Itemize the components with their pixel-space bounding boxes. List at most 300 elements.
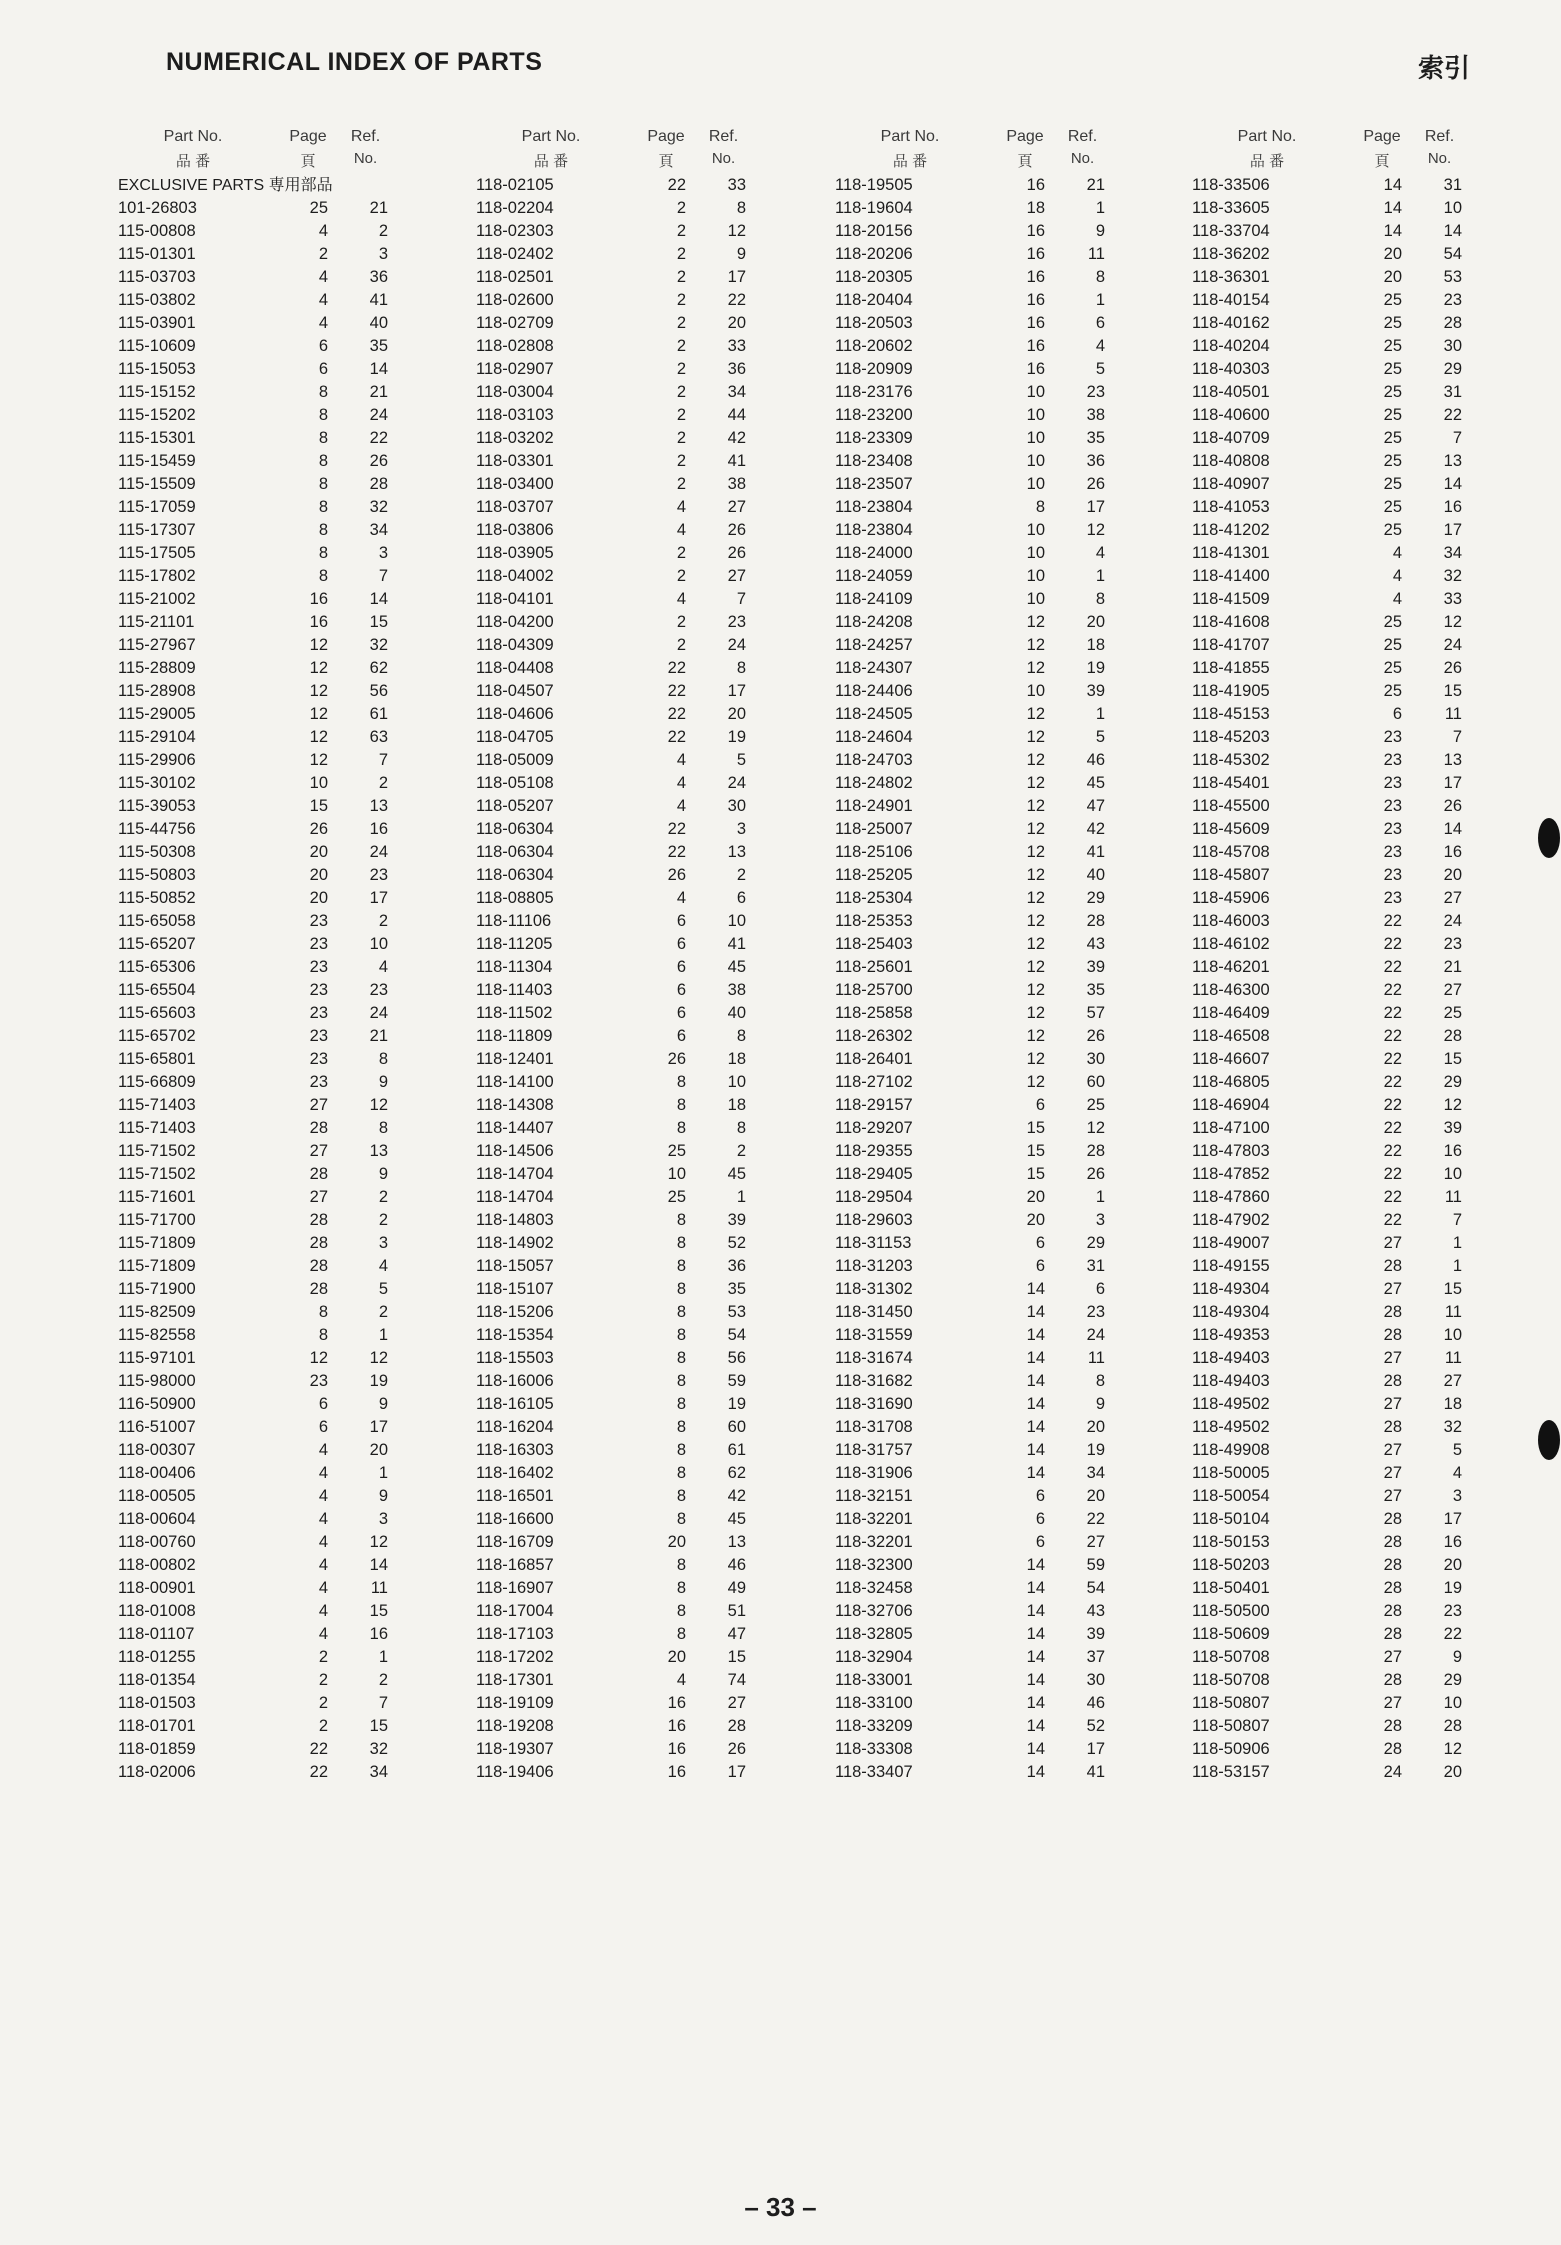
table-row <box>835 1163 1185 1186</box>
table-row <box>118 703 468 726</box>
page-ref: 8 <box>318 452 328 470</box>
page-ref: 6 <box>1035 1510 1045 1528</box>
part-number: 118-04705 <box>476 728 554 746</box>
table-row <box>118 680 468 703</box>
table-row <box>835 1255 1185 1278</box>
table-row <box>476 910 826 933</box>
ref-number: 12 <box>369 1533 388 1551</box>
ref-number: 52 <box>1086 1717 1105 1735</box>
table-row <box>1192 404 1542 427</box>
ref-number: 1 <box>1452 1257 1462 1275</box>
table-row <box>835 1439 1185 1462</box>
ref-number: 31 <box>1443 176 1462 194</box>
table-row <box>118 266 468 289</box>
table-row <box>835 335 1185 358</box>
ref-number: 38 <box>727 981 746 999</box>
table-row <box>118 1577 468 1600</box>
table-row <box>476 473 826 496</box>
part-number: 118-03301 <box>476 452 554 470</box>
table-row <box>835 1048 1185 1071</box>
ref-number: 60 <box>727 1418 746 1436</box>
table-row <box>835 427 1185 450</box>
part-number: 118-46904 <box>1192 1096 1270 1114</box>
table-row <box>835 496 1185 519</box>
table-row <box>1192 933 1542 956</box>
part-number: 115-71502 <box>118 1142 196 1160</box>
page-number: – 33 – <box>744 2192 817 2222</box>
table-row <box>118 772 468 795</box>
page-ref: 4 <box>318 314 328 332</box>
page-ref: 6 <box>676 1027 686 1045</box>
ref-number: 7 <box>378 567 388 585</box>
table-row <box>476 979 826 1002</box>
ref-number: 34 <box>369 521 388 539</box>
ref-number: 5 <box>1095 360 1105 378</box>
table-row <box>476 450 826 473</box>
page-ref: 28 <box>1383 1556 1402 1574</box>
table-row <box>476 1209 826 1232</box>
ref-number: 20 <box>727 705 746 723</box>
table-row <box>1192 634 1542 657</box>
page-ref: 12 <box>309 728 328 746</box>
table-row <box>1192 657 1542 680</box>
table-row <box>1192 1186 1542 1209</box>
part-number: 115-44756 <box>118 820 196 838</box>
page-ref: 8 <box>318 429 328 447</box>
page-ref: 22 <box>1383 1073 1402 1091</box>
table-row <box>118 1347 468 1370</box>
column-header <box>835 128 1185 174</box>
page-ref: 6 <box>1035 1257 1045 1275</box>
table-row <box>118 749 468 772</box>
part-number: 118-03806 <box>476 521 554 539</box>
page-ref: 12 <box>1026 1050 1045 1068</box>
index-column-4 <box>1192 128 1542 1784</box>
ref-number: 24 <box>1443 636 1462 654</box>
table-row <box>118 358 468 381</box>
ref-number: 20 <box>1086 613 1105 631</box>
page-ref: 8 <box>318 567 328 585</box>
page-ref: 6 <box>318 1395 328 1413</box>
ref-number: 8 <box>1095 590 1105 608</box>
part-number: 118-24109 <box>835 590 913 608</box>
page-ref: 12 <box>1026 705 1045 723</box>
page-ref: 8 <box>676 1510 686 1528</box>
page-ref: 16 <box>1026 291 1045 309</box>
page-ref: 25 <box>1383 659 1402 677</box>
table-row <box>1192 473 1542 496</box>
table-row <box>835 1715 1185 1738</box>
table-row <box>476 243 826 266</box>
ref-number: 22 <box>727 291 746 309</box>
table-row <box>1192 1278 1542 1301</box>
page-ref: 8 <box>676 1234 686 1252</box>
part-number: 115-65504 <box>118 981 196 999</box>
part-number: 118-50807 <box>1192 1717 1270 1735</box>
part-number: 118-24000 <box>835 544 913 562</box>
ref-number: 19 <box>1086 659 1105 677</box>
ref-number: 2 <box>736 866 746 884</box>
ref-number: 10 <box>1443 199 1462 217</box>
part-number: 118-16006 <box>476 1372 554 1390</box>
ref-number: 12 <box>1443 1096 1462 1114</box>
ref-number: 29 <box>1086 1234 1105 1252</box>
ref-number: 10 <box>369 935 388 953</box>
page-ref: 25 <box>1383 452 1402 470</box>
ref-number: 27 <box>727 567 746 585</box>
ref-number: 54 <box>1443 245 1462 263</box>
page-ref: 16 <box>1026 222 1045 240</box>
page-ref: 4 <box>318 1625 328 1643</box>
part-number: 118-31450 <box>835 1303 913 1321</box>
part-number: 118-29405 <box>835 1165 913 1183</box>
ref-number: 2 <box>378 1211 388 1229</box>
part-number: 118-04606 <box>476 705 554 723</box>
page-ref: 27 <box>309 1188 328 1206</box>
ref-number: 32 <box>369 636 388 654</box>
page-ref: 2 <box>676 360 686 378</box>
part-number: 118-04408 <box>476 659 554 677</box>
ref-number: 14 <box>1443 222 1462 240</box>
part-number: 118-26401 <box>835 1050 913 1068</box>
ref-number: 3 <box>1452 1487 1462 1505</box>
page-ref: 2 <box>676 291 686 309</box>
part-number: 118-11304 <box>476 958 553 976</box>
part-number: 118-11809 <box>476 1027 553 1045</box>
table-row <box>476 312 826 335</box>
table-row <box>835 266 1185 289</box>
table-row <box>476 1117 826 1140</box>
part-number: 118-23408 <box>835 452 913 470</box>
page-ref: 4 <box>318 1533 328 1551</box>
page-ref: 4 <box>676 797 686 815</box>
table-row <box>118 1209 468 1232</box>
part-number: 118-40907 <box>1192 475 1270 493</box>
table-row <box>1192 1048 1542 1071</box>
header-part-no: Part No. <box>880 128 940 145</box>
ref-number: 26 <box>1086 1027 1105 1045</box>
page-ref: 8 <box>676 1119 686 1137</box>
table-row <box>835 1071 1185 1094</box>
column-header <box>118 128 468 174</box>
table-row <box>1192 772 1542 795</box>
ref-number: 12 <box>1086 1119 1105 1137</box>
part-number: 118-50708 <box>1192 1671 1270 1689</box>
part-number: 118-17103 <box>476 1625 554 1643</box>
part-number: 118-29355 <box>835 1142 913 1160</box>
page-ref: 16 <box>1026 176 1045 194</box>
ref-number: 24 <box>727 636 746 654</box>
part-number: 118-03707 <box>476 498 554 516</box>
table-row <box>1192 312 1542 335</box>
ref-number: 5 <box>736 751 746 769</box>
page-ref: 28 <box>309 1211 328 1229</box>
page-ref: 4 <box>676 751 686 769</box>
ref-number: 4 <box>1452 1464 1462 1482</box>
ref-number: 18 <box>1443 1395 1462 1413</box>
page-ref: 14 <box>1383 176 1402 194</box>
table-row <box>476 335 826 358</box>
table-row <box>1192 1094 1542 1117</box>
ref-number: 11 <box>1087 1349 1105 1367</box>
ref-number: 61 <box>369 705 388 723</box>
table-row <box>118 818 468 841</box>
part-number: 118-31906 <box>835 1464 913 1482</box>
part-number: 118-40204 <box>1192 337 1270 355</box>
ref-number: 8 <box>736 659 746 677</box>
page-ref: 12 <box>1026 912 1045 930</box>
part-number: 118-16303 <box>476 1441 554 1459</box>
part-number: 118-46508 <box>1192 1027 1270 1045</box>
table-row <box>835 358 1185 381</box>
ref-number: 27 <box>1086 1533 1105 1551</box>
ref-number: 26 <box>1443 797 1462 815</box>
ref-number: 28 <box>1086 912 1105 930</box>
page-ref: 12 <box>309 705 328 723</box>
page-ref: 22 <box>1383 1165 1402 1183</box>
table-row <box>1192 542 1542 565</box>
part-number: 118-49155 <box>1192 1257 1270 1275</box>
page-ref: 6 <box>1035 1533 1045 1551</box>
ref-number: 38 <box>1086 406 1105 424</box>
part-number: 118-24901 <box>835 797 913 815</box>
table-row <box>835 1761 1185 1784</box>
page-ref: 8 <box>676 1556 686 1574</box>
table-row <box>118 1646 468 1669</box>
ref-number: 9 <box>378 1165 388 1183</box>
table-row <box>835 220 1185 243</box>
part-number: 118-02907 <box>476 360 554 378</box>
table-row <box>118 657 468 680</box>
part-number: 118-24208 <box>835 613 913 631</box>
table-row <box>1192 979 1542 1002</box>
ref-number: 40 <box>1086 866 1105 884</box>
header-page: Page <box>289 128 327 145</box>
part-number: 118-41905 <box>1192 682 1270 700</box>
table-row <box>118 220 468 243</box>
part-number: 118-14308 <box>476 1096 554 1114</box>
part-number: 118-27102 <box>835 1073 913 1091</box>
ref-number: 12 <box>369 1349 388 1367</box>
ref-number: 42 <box>1086 820 1105 838</box>
ref-number: 7 <box>1452 1211 1462 1229</box>
part-number: 118-19505 <box>835 176 913 194</box>
page-ref: 4 <box>676 774 686 792</box>
table-row <box>1192 1163 1542 1186</box>
page-ref: 28 <box>309 1234 328 1252</box>
part-number: 118-49502 <box>1192 1418 1270 1436</box>
page-ref: 27 <box>309 1142 328 1160</box>
ref-number: 45 <box>727 1165 746 1183</box>
table-row <box>476 404 826 427</box>
page-ref: 6 <box>1035 1487 1045 1505</box>
part-number: 118-41400 <box>1192 567 1270 585</box>
page-ref: 25 <box>1383 314 1402 332</box>
page-ref: 2 <box>676 475 686 493</box>
table-row <box>118 542 468 565</box>
page-ref: 8 <box>676 1326 686 1344</box>
ref-number: 16 <box>369 1625 388 1643</box>
page-ref: 22 <box>1383 1211 1402 1229</box>
ref-number: 8 <box>378 1119 388 1137</box>
ref-number: 10 <box>727 912 746 930</box>
table-row <box>476 496 826 519</box>
part-number: 118-31674 <box>835 1349 913 1367</box>
page-ref: 22 <box>309 1763 328 1781</box>
table-row <box>476 726 826 749</box>
ref-number: 31 <box>1086 1257 1105 1275</box>
page-ref: 4 <box>318 1487 328 1505</box>
part-number: 118-29207 <box>835 1119 913 1137</box>
page-ref: 16 <box>1026 245 1045 263</box>
part-number: 115-71809 <box>118 1257 196 1275</box>
part-number: 118-00760 <box>118 1533 196 1551</box>
ref-number: 11 <box>370 1579 388 1597</box>
page-ref: 14 <box>1026 1740 1045 1758</box>
page-ref: 28 <box>309 1257 328 1275</box>
table-row <box>118 1163 468 1186</box>
part-number: 118-46607 <box>1192 1050 1270 1068</box>
page-ref: 14 <box>1026 1303 1045 1321</box>
table-row <box>118 1669 468 1692</box>
part-number: 118-14704 <box>476 1188 554 1206</box>
page-ref: 16 <box>667 1694 686 1712</box>
ref-number: 41 <box>727 452 746 470</box>
page-ref: 8 <box>676 1487 686 1505</box>
ref-number: 13 <box>727 843 746 861</box>
page-ref: 6 <box>676 981 686 999</box>
part-number: 118-49353 <box>1192 1326 1270 1344</box>
page-ref: 20 <box>667 1648 686 1666</box>
table-row <box>476 1692 826 1715</box>
part-number: 118-05009 <box>476 751 554 769</box>
ref-number: 49 <box>727 1579 746 1597</box>
part-number: 118-00901 <box>118 1579 196 1597</box>
table-row <box>835 1002 1185 1025</box>
part-number: 118-11403 <box>476 981 553 999</box>
table-row <box>835 1140 1185 1163</box>
page-ref: 2 <box>676 383 686 401</box>
table-row <box>1192 565 1542 588</box>
header-part-no: Part No. <box>1237 128 1297 145</box>
page-ref: 28 <box>1383 1740 1402 1758</box>
part-number: 118-25007 <box>835 820 913 838</box>
page-ref: 22 <box>1383 981 1402 999</box>
page-ref: 8 <box>318 1303 328 1321</box>
page-ref: 28 <box>1383 1303 1402 1321</box>
table-row <box>835 289 1185 312</box>
table-row <box>476 1600 826 1623</box>
page-ref: 6 <box>1392 705 1402 723</box>
page-ref: 15 <box>309 797 328 815</box>
ref-number: 46 <box>727 1556 746 1574</box>
ref-number: 20 <box>1443 1763 1462 1781</box>
page-ref: 12 <box>1026 751 1045 769</box>
part-number: 115-17059 <box>118 498 196 516</box>
part-number: 118-20602 <box>835 337 913 355</box>
header-ref: Ref. <box>1424 128 1455 145</box>
ref-number: 60 <box>1086 1073 1105 1091</box>
part-number: 118-33704 <box>1192 222 1270 240</box>
ref-number: 45 <box>1086 774 1105 792</box>
ref-number: 18 <box>1086 636 1105 654</box>
part-number: 118-02204 <box>476 199 554 217</box>
part-number: 118-45708 <box>1192 843 1270 861</box>
part-number: 118-25353 <box>835 912 913 930</box>
ref-number: 18 <box>727 1096 746 1114</box>
table-row <box>118 1186 468 1209</box>
part-number: 118-19307 <box>476 1740 554 1758</box>
page-ref: 6 <box>676 935 686 953</box>
page-ref: 25 <box>1383 429 1402 447</box>
ref-number: 41 <box>369 291 388 309</box>
page-ref: 8 <box>676 1602 686 1620</box>
table-row <box>1192 1715 1542 1738</box>
page-ref: 25 <box>309 199 328 217</box>
part-number: 118-31682 <box>835 1372 913 1390</box>
part-number: 115-03802 <box>118 291 196 309</box>
ref-number: 6 <box>1095 1280 1105 1298</box>
part-number: 115-71502 <box>118 1165 196 1183</box>
table-row <box>476 887 826 910</box>
table-row <box>118 1140 468 1163</box>
table-row <box>476 266 826 289</box>
page-ref: 28 <box>309 1165 328 1183</box>
ref-number: 28 <box>1086 1142 1105 1160</box>
page-ref: 4 <box>318 1602 328 1620</box>
ref-number: 24 <box>369 406 388 424</box>
page-ref: 14 <box>1026 1763 1045 1781</box>
page-ref: 8 <box>676 1441 686 1459</box>
ref-number: 32 <box>369 498 388 516</box>
part-number: 115-65306 <box>118 958 196 976</box>
page-ref: 23 <box>1383 866 1402 884</box>
page-ref: 2 <box>676 314 686 332</box>
part-number: 118-16857 <box>476 1556 554 1574</box>
part-number: 118-32151 <box>835 1487 913 1505</box>
ref-number: 2 <box>378 1303 388 1321</box>
table-row <box>118 956 468 979</box>
ref-number: 22 <box>1443 406 1462 424</box>
part-number: 115-82509 <box>118 1303 196 1321</box>
page-ref: 14 <box>1026 1671 1045 1689</box>
page-ref: 12 <box>1026 728 1045 746</box>
table-row <box>118 1301 468 1324</box>
header-part-no: Part No. <box>163 128 223 145</box>
table-row <box>476 1186 826 1209</box>
part-number: 118-45153 <box>1192 705 1270 723</box>
table-row <box>118 496 468 519</box>
table-row <box>835 565 1185 588</box>
page-ref: 2 <box>676 567 686 585</box>
table-row <box>118 1554 468 1577</box>
binding-hole-mark <box>1538 818 1560 858</box>
ref-number: 17 <box>1086 498 1105 516</box>
part-number: 118-40154 <box>1192 291 1270 309</box>
page-ref: 12 <box>1026 636 1045 654</box>
ref-number: 20 <box>1086 1418 1105 1436</box>
ref-number: 43 <box>1086 1602 1105 1620</box>
table-row <box>476 1393 826 1416</box>
ref-number: 1 <box>1095 705 1105 723</box>
part-number: 118-20909 <box>835 360 913 378</box>
page-ref: 25 <box>1383 475 1402 493</box>
ref-number: 20 <box>727 314 746 332</box>
part-number: 118-47902 <box>1192 1211 1270 1229</box>
page-ref: 2 <box>676 222 686 240</box>
ref-number: 53 <box>1443 268 1462 286</box>
part-number: 115-29005 <box>118 705 196 723</box>
